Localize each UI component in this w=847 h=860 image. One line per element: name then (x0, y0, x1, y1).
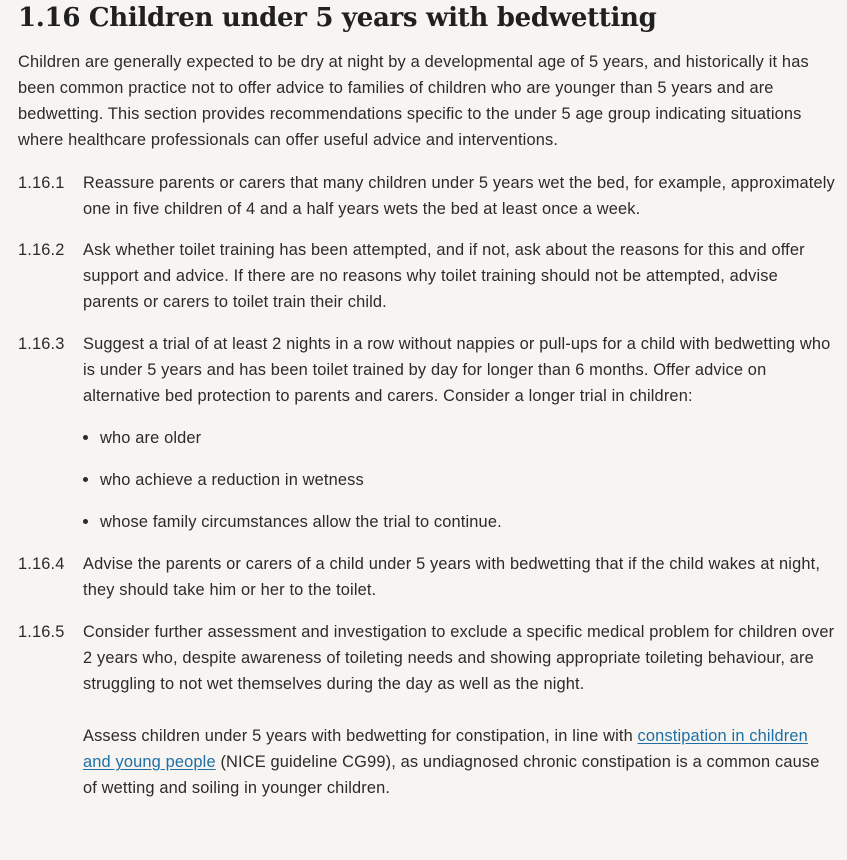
recommendation-body (83, 331, 835, 409)
recommendation-body (83, 237, 835, 315)
recommendation-body (83, 170, 835, 222)
bullet-icon (83, 435, 88, 440)
recommendation-text: Consider further assessment and investigation to exclude a specific medical problem for children over 2 years who, despite awareness of toileting needs and showing appropriate toileting behaviour, are struggling to not wet themselves during the day as well as the night. (83, 623, 835, 693)
bullet-icon (83, 477, 88, 482)
recommendation-number: 1.16.3 (18, 335, 65, 353)
constipation-paragraph: Assess children under 5 years with bedwetting for constipation, in line with constipation in children and young people (NICE guideline CG99), as undiagnosed chronic constipation is a common cause of wetting and soiling in younger children. (83, 727, 820, 797)
recommendation-body (83, 619, 835, 801)
recommendation-text: Reassure parents or carers that many children under 5 years wet the bed, for example, approximately one in five children of 4 and a half years wets the bed at least once a week. (83, 174, 835, 218)
recommendation-number: 1.16.4 (18, 555, 65, 573)
page: 1.16 Children under 5 years with bedwetting Children are generally expected to be dry at night by a developmental age of 5 years, and historically it has been common practice not to offer advice to families of children who are younger than 5 years and are bedwetting. This section provides recommendations specific to the under 5 age group indicating situations where healthcare professionals can offer useful advice and interventions. 1.16.1 Reassure parents or carers that many children under 5 years wet the bed, for example, approximately one in five children of 4 and a half years wets the bed at least once a week. 1.16.2 Ask whether toilet training has been attempted, and if not, ask about the reasons for this and offer support and advice. If there are no reasons why toilet training should not be attempted, advise parents or carers to toilet train their child. 1.16.3 Suggest a trial of at least 2 nights in a row without nappies or pull-ups for a child with bedwetting who is under 5 years and has been toilet trained by day for longer than 6 months. Offer advice on alternative bed protection to parents and carers. Consider a longer trial in children: who are older who achieve a reduction in wetness whose family circumstances allow the trial to continue. 1.16.4 Advise the parents or carers of a child under 5 years with bedwetting that if the child wakes at night, they should take him or her to the toilet. 1.16.5 Consider further assessment and investigation to exclude a specific medical problem for children over 2 years who, despite awareness of toileting needs and showing appropriate toileting behaviour, are struggling to not wet themselves during the day as well as the night. Assess children under 5 years with bedwetting for constipation, in line with constipation in children and young people (NICE guideline CG99), as undiagnosed chronic constipation is a common cause of wetting and soiling in younger children. (0, 0, 847, 860)
recommendation-text: Advise the parents or carers of a child under 5 years with bedwetting that if the child wakes at night, they should take him or her to the toilet. (83, 555, 821, 599)
recommendation-number: 1.16.5 (18, 623, 65, 641)
recommendation-number: 1.16.1 (18, 174, 65, 192)
constipation-guideline-link[interactable]: constipation in children and young people (83, 727, 808, 771)
bullet-icon (83, 519, 88, 524)
recommendation-body (83, 551, 835, 603)
recommendation-number: 1.16.2 (18, 241, 65, 259)
section-intro: Children are generally expected to be dry at night by a developmental age of 5 years, and historically it has been common practice not to offer advice to families of children who are younger than 5 years and are bedwetting. This section provides recommendations specific to the under 5 age group indicating situations where healthcare professionals can offer useful advice and interventions. (18, 53, 809, 149)
recommendation-text: Suggest a trial of at least 2 nights in a row without nappies or pull-ups for a child with bedwetting who is under 5 years and has been toilet trained by day for longer than 6 months. Offer advice on alternative bed protection to parents and carers. Consider a longer trial in children: (83, 335, 831, 405)
section-title: 1.16 Children under 5 years with bedwetting (18, 3, 657, 33)
recommendation-text: Ask whether toilet training has been attempted, and if not, ask about the reasons for this and offer support and advice. If there are no reasons why toilet training should not be attempted, advise parents or carers to toilet train their child. (83, 241, 805, 311)
